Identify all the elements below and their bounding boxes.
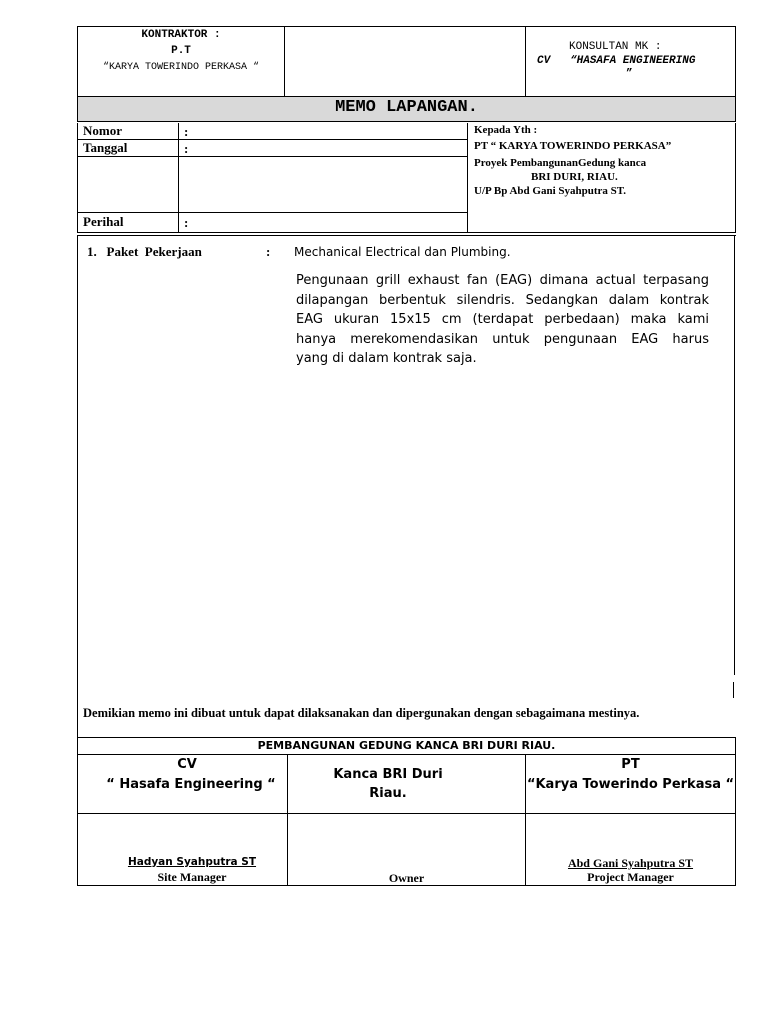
memo-paragraph — [296, 271, 709, 369]
item-label: 1. Paket Pekerjaan — [87, 244, 202, 259]
page-title: MEMO LAPANGAN. — [335, 98, 478, 117]
tanggal-colon: : — [184, 141, 189, 156]
recipient-line1: Kepada Yth : — [474, 124, 538, 136]
recipient-line5: U/P Bp Abd Gani Syahputra ST. — [474, 185, 627, 197]
recipient-line4: BRI DURI, RIAU. — [531, 171, 618, 183]
contractor-company: “Karya Towerindo Perkasa “ — [526, 777, 735, 792]
project-name: PEMBANGUNAN GEDUNG KANCA BRI DURI RIAU. — [257, 739, 556, 752]
consultant-label: KONSULTAN MK : — [569, 41, 662, 53]
memo-line: EAG ukuran 15x15 cm (terdapat perbedaan) maka kami — [296, 312, 709, 327]
signatory-3-name: Abd Gani Syahputra ST — [567, 856, 694, 870]
contractor-name: “KARYA TOWERINDO PERKASA “ — [102, 62, 260, 73]
perihal-colon: : — [184, 215, 189, 230]
consultant-type: CV — [537, 55, 551, 67]
contractor-label: KONTRAKTOR : — [141, 29, 221, 41]
signatory-1-name: Hadyan Syahputra ST — [127, 856, 257, 868]
consultant-cv: CV — [177, 757, 197, 772]
consultant-quote-close: ” — [626, 68, 633, 80]
signatory-1-role: Site Manager — [157, 870, 227, 884]
contractor-type: P.T — [171, 45, 191, 57]
owner-line2: Riau. — [369, 786, 407, 801]
contractor-pt: PT — [621, 757, 640, 772]
tanggal-label: Tanggal — [83, 140, 128, 155]
recipient-line2: PT “ KARYA TOWERINDO PERKASA” — [474, 140, 672, 152]
memo-line: dilapangan berbentuk silendris. Sedangkan dalam kontrak — [296, 292, 709, 308]
memo-line: hanya merekomendasikan untuk pengunaan EAG harus — [296, 331, 709, 347]
item-value: Mechanical Electrical dan Plumbing. — [294, 245, 511, 259]
consultant-name: “HASAFA ENGINEERING — [570, 55, 696, 67]
item-colon: : — [266, 244, 271, 259]
perihal-label: Perihal — [83, 214, 124, 229]
recipient-line3: Proyek PembangunanGedung kanca — [474, 157, 647, 169]
closing-sentence: Demikian memo ini dibuat untuk dapat dilaksanakan dan dipergunakan dengan sebagaimana mestinya. — [83, 706, 640, 720]
signatory-2-role: Owner — [388, 871, 425, 885]
nomor-label: Nomor — [83, 123, 122, 138]
signatory-3-role: Project Manager — [587, 870, 674, 884]
owner-line1: Kanca BRI Duri — [333, 767, 443, 782]
memo-line: Pengunaan grill exhaust fan (EAG) dimana actual terpasang — [296, 273, 709, 288]
nomor-colon: : — [184, 124, 189, 139]
consultant-company: “ Hasafa Engineering “ — [106, 777, 276, 792]
memo-line: yang di dalam kontrak saja. — [296, 351, 477, 366]
